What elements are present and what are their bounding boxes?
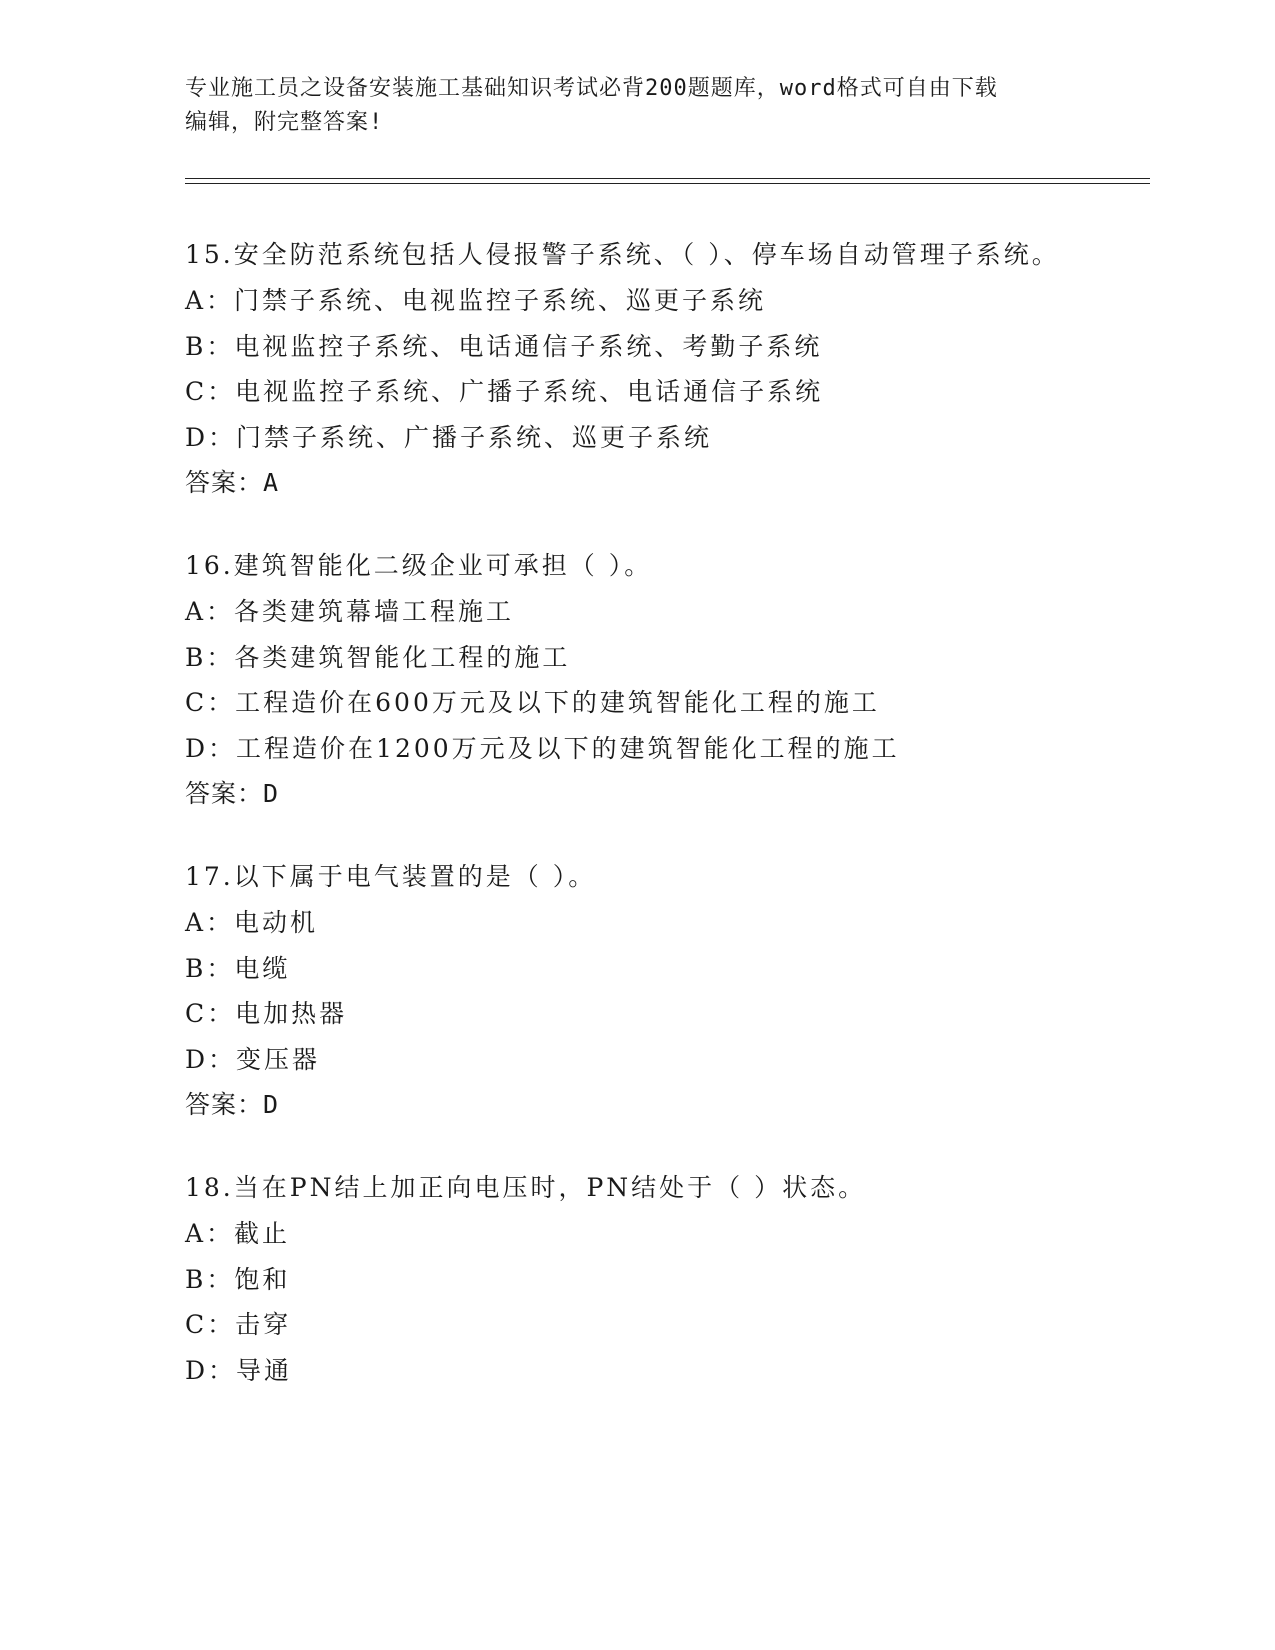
- option-c: C：电视监控子系统、广播子系统、电话通信子系统: [185, 377, 824, 406]
- option-c: C：电加热器: [185, 999, 348, 1028]
- question-stem: 18.当在PN结上加正向电压时，PN结处于（ ）状态。: [185, 1173, 867, 1202]
- option-b: B：各类建筑智能化工程的施工: [185, 642, 571, 672]
- option-c: C：工程造价在600万元及以下的建筑智能化工程的施工: [185, 688, 880, 717]
- option-d: D：变压器: [185, 1044, 321, 1074]
- answer-line: [185, 460, 1085, 506]
- document-header: [185, 72, 1085, 140]
- option-d: D：工程造价在1200万元及以下的建筑智能化工程的施工: [185, 733, 900, 763]
- question-list: [185, 232, 1085, 1430]
- option-d: D：门禁子系统、广播子系统、巡更子系统: [185, 422, 713, 452]
- option-a: A：各类建筑幕墙工程施工: [185, 597, 515, 626]
- option-d: D：导通: [185, 1355, 293, 1385]
- option-c: C：击穿: [185, 1310, 292, 1339]
- option-b: B：饱和: [185, 1264, 291, 1294]
- question-stem: 15.安全防范系统包括人侵报警子系统、（ ）、停车场自动管理子系统。: [185, 240, 1060, 269]
- question-stem: 16.建筑智能化二级企业可承担（ ）。: [185, 551, 653, 580]
- option-a: A：截止: [185, 1219, 291, 1248]
- option-a: A：电动机: [185, 908, 319, 937]
- answer-line: [185, 1082, 1085, 1128]
- answer-value: D: [263, 1090, 280, 1119]
- header-line: 编辑，附完整答案!: [185, 110, 384, 135]
- question-item: [185, 232, 1085, 506]
- question-item: [185, 854, 1085, 1128]
- question-stem: 17.以下属于电气装置的是（ ）。: [185, 862, 597, 891]
- answer-line: [185, 771, 1085, 817]
- answer-value: A: [263, 468, 280, 497]
- header-divider: [185, 178, 1150, 179]
- answer-label: 答案：: [185, 468, 264, 497]
- header-line: 专业施工员之设备安装施工基础知识考试必背200题题库，word格式可自由下载: [185, 76, 998, 101]
- option-b: B：电缆: [185, 953, 291, 983]
- answer-value: D: [263, 779, 280, 808]
- question-item: [185, 1165, 1085, 1393]
- question-item: [185, 543, 1085, 817]
- option-a: A：门禁子系统、电视监控子系统、巡更子系统: [185, 286, 767, 315]
- option-b: B：电视监控子系统、电话通信子系统、考勤子系统: [185, 331, 823, 361]
- header-divider: [185, 183, 1150, 184]
- answer-label: 答案：: [185, 1090, 264, 1119]
- answer-label: 答案：: [185, 779, 264, 808]
